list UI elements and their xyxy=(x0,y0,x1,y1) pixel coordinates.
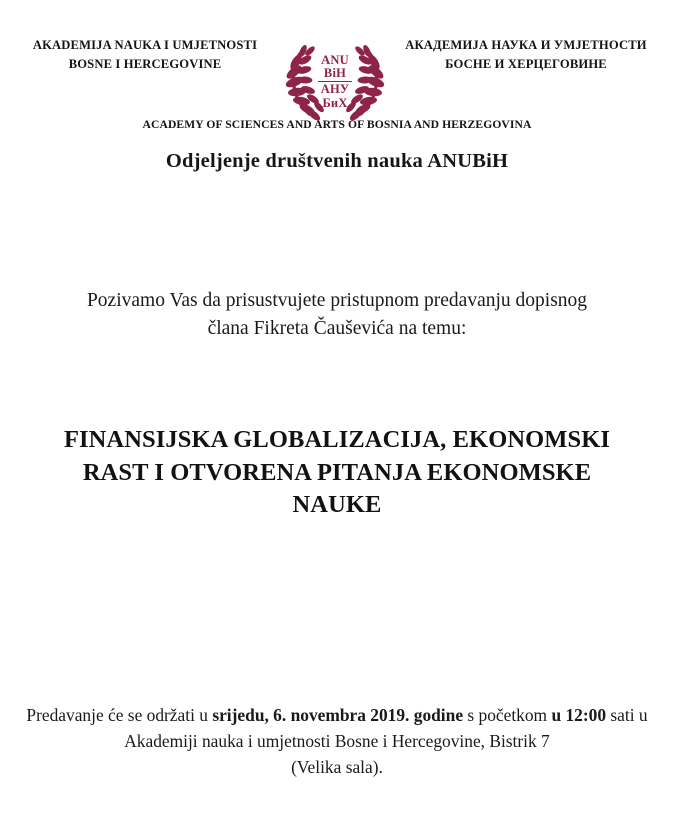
lecture-title xyxy=(0,424,674,522)
academy-name-bosnian-line1: AKADEMIJA NAUKA I UMJETNOSTI xyxy=(32,38,258,52)
lecture-title-line1: FINANSIJSKA GLOBALIZACIJA, EKONOMSKI xyxy=(63,426,611,453)
invitation-paragraph xyxy=(0,287,674,342)
event-details-paragraph xyxy=(0,702,674,780)
invitation-line1: Pozivamo Vas da prisustvujete pristupnom predavanju dopisnog xyxy=(86,290,588,311)
emblem-line-bih: BiH xyxy=(323,66,347,81)
details-connector-text: s početkom xyxy=(463,705,552,725)
event-venue-text: sati u Akademiji nauka i umjetnosti Bosne i Hercegovine, Bistrik 7 xyxy=(124,705,648,752)
event-time: u 12:00 xyxy=(551,705,607,725)
letterhead xyxy=(0,26,674,131)
academy-name-english: ACADEMY OF SCIENCES AND ARTS OF BOSNIA AND HERZEGOVINA xyxy=(142,118,532,131)
academy-name-cyrillic xyxy=(392,36,660,73)
emblem-line-bih-cyrillic: БиХ xyxy=(322,95,348,110)
lecture-title-line3: NAUKE xyxy=(292,491,382,519)
details-intro-text: Predavanje će se održati u xyxy=(26,705,213,725)
laurel-wreath-icon xyxy=(279,42,391,122)
academy-name-bosnian-line2: BOSNE I HERCEGOVINE xyxy=(68,56,222,71)
academy-emblem-logo xyxy=(279,42,391,122)
event-date: srijedu, 6. novembra 2019. godine xyxy=(212,705,464,725)
academy-name-cyrillic-line2: БОСНЕ И ХЕРЦЕГОВИНЕ xyxy=(445,56,607,71)
emblem-line-anu-cyrillic: АНУ xyxy=(320,82,350,97)
emblem-line-anu: ANU xyxy=(321,52,349,67)
academy-name-bosnian xyxy=(14,36,276,73)
department-heading: Odjeljenje društvenih nauka ANUBiH xyxy=(165,150,509,172)
event-hall: (Velika sala). xyxy=(291,757,383,778)
academy-name-cyrillic-line1: АКАДЕМИЈА НАУКА И УМЈЕТНОСТИ xyxy=(405,38,647,52)
lecture-title-line2: RAST I OTVORENA PITANJA EKONOMSKE xyxy=(82,458,592,486)
invitation-line2: člana Fikreta Čauševića na temu: xyxy=(207,317,467,339)
